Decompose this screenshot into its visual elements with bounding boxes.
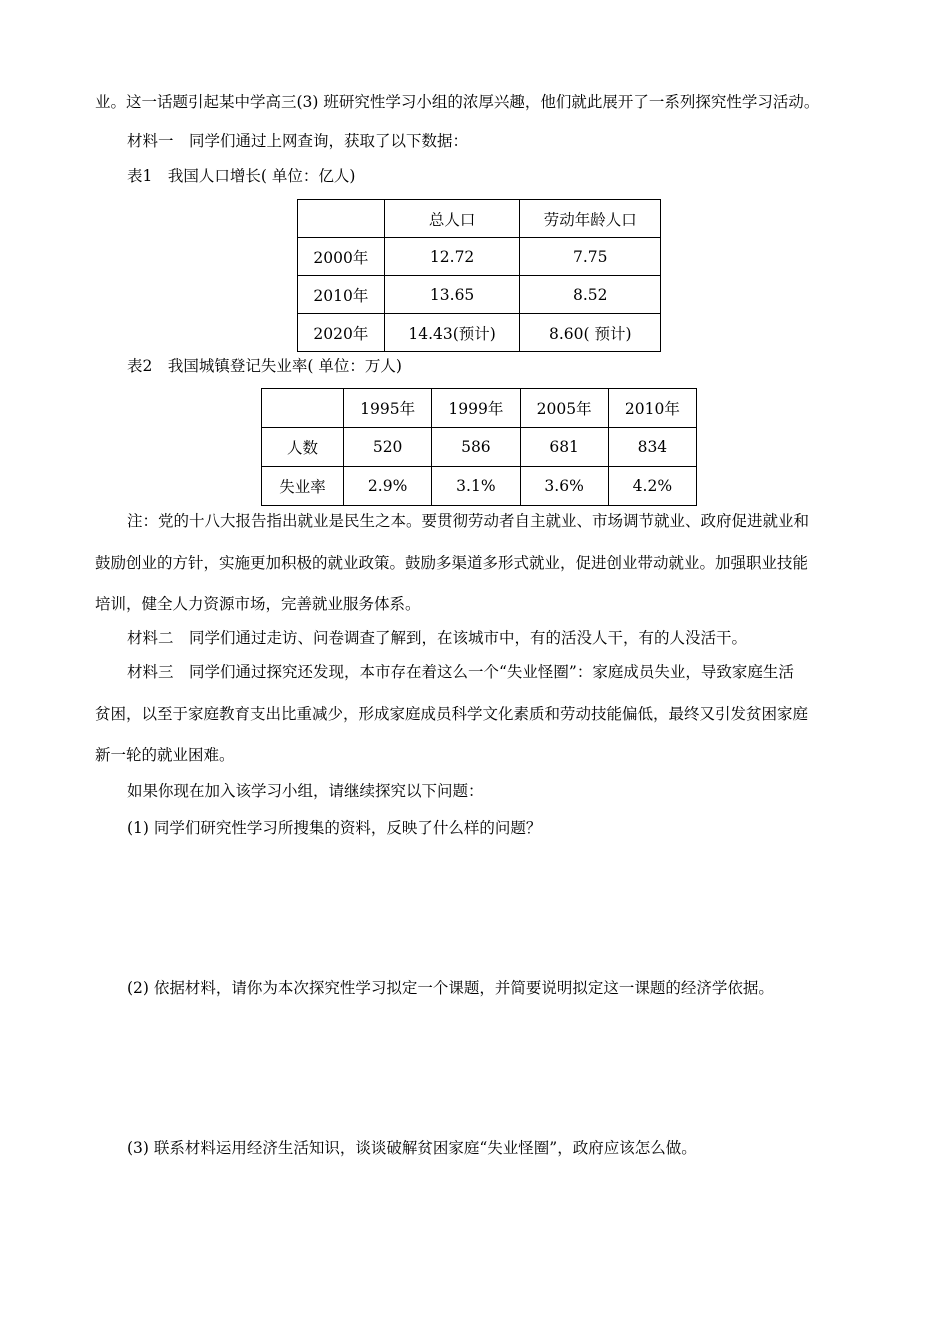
table-header-cell: 2010年 (608, 389, 696, 428)
table-cell: 2000年 (298, 238, 385, 276)
question-1: (1) 同学们研究性学习所搜集的资料，反映了什么样的问题？ (127, 819, 542, 837)
table-cell: 834 (608, 428, 696, 467)
material-1-heading: 材料一 同学们通过上网查询，获取了以下数据： (127, 132, 469, 150)
table-header-cell: 总人口 (384, 200, 520, 238)
table-row (298, 276, 661, 314)
table-cell: 7.75 (520, 238, 661, 276)
table-header-cell: 劳动年龄人口 (520, 200, 661, 238)
table-cell: 12.72 (384, 238, 520, 276)
material-3-line: 材料三 同学们通过探究还发现，本市存在着这么一个“失业怪圈”：家庭成员失业，导致家庭生活 (127, 663, 794, 681)
table-cell: 681 (520, 428, 608, 467)
table-cell (262, 389, 344, 428)
table-cell: 3.6% (520, 467, 608, 506)
table-cell: 8.60( 预计) (520, 314, 661, 352)
table-2-caption: 表2 我国城镇登记失业率( 单位：万人) (127, 357, 402, 375)
material-3-line: 新一轮的就业困难。 (95, 746, 235, 764)
question-2: (2) 依据材料，请你为本次探究性学习拟定一个课题，并简要说明拟定这一课题的经济学依据。 (127, 979, 774, 997)
table-cell: 2.9% (344, 467, 432, 506)
table-cell: 586 (432, 428, 520, 467)
table-header-row (298, 200, 661, 238)
note-line: 培训，健全人力资源市场，完善就业服务体系。 (95, 595, 421, 613)
table-header-cell: 2005年 (520, 389, 608, 428)
table-cell: 人数 (262, 428, 344, 467)
table-cell (298, 200, 385, 238)
unemployment-table (261, 388, 697, 506)
question-prompt: 如果你现在加入该学习小组，请继续探究以下问题： (127, 782, 484, 800)
table-cell: 520 (344, 428, 432, 467)
table-row (298, 314, 661, 352)
question-3: (3) 联系材料运用经济生活知识，谈谈破解贫困家庭“失业怪圈”，政府应该怎么做。 (127, 1139, 697, 1157)
table-header-row (262, 389, 697, 428)
table-row (298, 238, 661, 276)
table-cell: 8.52 (520, 276, 661, 314)
table-header-cell: 1995年 (344, 389, 432, 428)
material-2-text: 材料二 同学们通过走访、问卷调查了解到，在该城市中，有的活没人干，有的人没活干。 (127, 629, 748, 647)
population-table (297, 199, 661, 352)
table-cell: 14.43(预计) (384, 314, 520, 352)
table-1-caption: 表1 我国人口增长( 单位：亿人) (127, 167, 356, 185)
table-cell: 2020年 (298, 314, 385, 352)
note-line: 注：党的十八大报告指出就业是民生之本。要贯彻劳动者自主就业、市场调节就业、政府促进就业和 (127, 512, 810, 530)
table-cell: 4.2% (608, 467, 696, 506)
table-cell: 13.65 (384, 276, 520, 314)
table-cell: 2010年 (298, 276, 385, 314)
table-header-cell: 1999年 (432, 389, 520, 428)
table-cell: 3.1% (432, 467, 520, 506)
intro-line: 业。这一话题引起某中学高三(3) 班研究性学习小组的浓厚兴趣，他们就此展开了一系列探究性学习活动。 (95, 93, 820, 111)
table-cell: 失业率 (262, 467, 344, 506)
table-row (262, 428, 697, 467)
material-3-line: 贫困，以至于家庭教育支出比重减少，形成家庭成员科学文化素质和劳动技能偏低，最终又引发贫困家庭 (95, 705, 809, 723)
table-row (262, 467, 697, 506)
note-line: 鼓励创业的方针，实施更加积极的就业政策。鼓励多渠道多形式就业，促进创业带动就业。加强职业技能 (95, 554, 809, 572)
